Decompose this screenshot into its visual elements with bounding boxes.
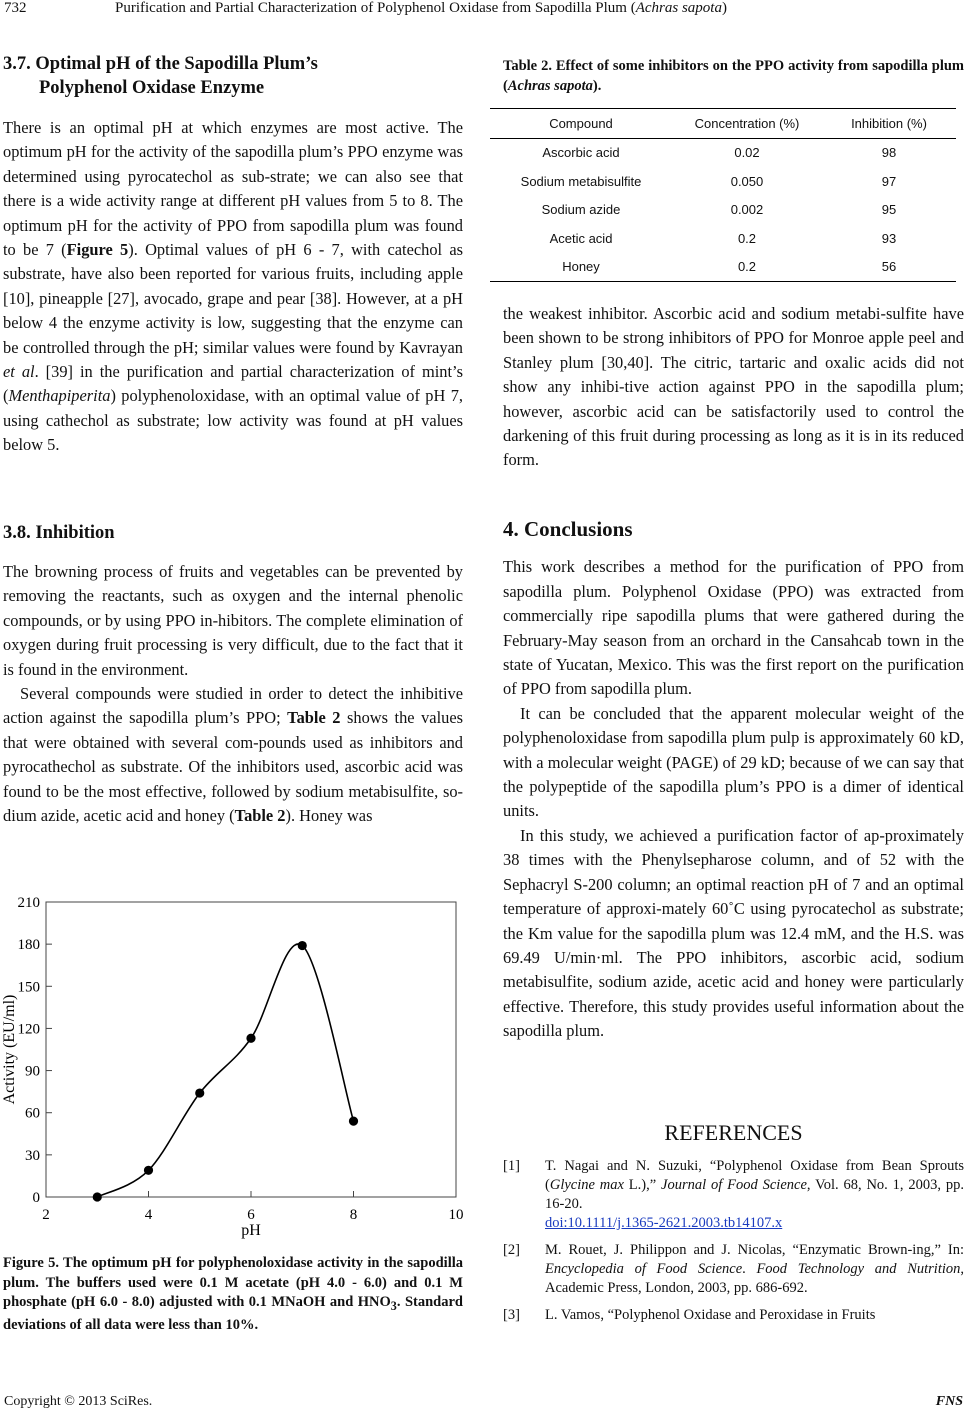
table-cell: Acetic acid	[549, 230, 613, 246]
y-tick-label: 30	[25, 1147, 40, 1164]
table-cell: 95	[881, 202, 897, 218]
data-point	[144, 1166, 153, 1175]
y-tick-label: 210	[17, 895, 40, 911]
figure-5-caption: Figure 5. The optimum pH for polyphenoloxidase activity in the sapodilla plum. The buffers used were 0.1 M acetate (pH 4.0 - 6.0) and 0.1 M phosphate (pH 6.0 - 8.0) adjusted with 0.1 MNaOH and $HNO_3$. Standard deviations of all data were less than 10%.	[3, 1255, 464, 1334]
y-tick-label: 90	[25, 1063, 40, 1080]
conclusions-paragraph-3: In this study, we achieved a purification factor of ap-proximately 38 times with the Phenylsepharose column, and of 52 with the Sephacryl S-200 column; an optimal reaction pH of 7 and an optimal temperature of approxi-mately 60˚C using pyrocatechol as substrate; the Km value for the sapodilla plum was 12.4 mM, and the H.S. was 69.49 U/min·ml. The PPO inhibitors, ascorbic acid, sodium metabisulfite, sodium azide, acetic acid and honey were particularly effective. Therefore, this study provides useful information about the sapodilla plum.	[503, 825, 964, 1041]
table-cell: 0.2	[737, 230, 757, 246]
reference-number: [1]	[503, 1158, 520, 1174]
section-3-7-heading: 3.7. Optimal pH of the Sapodilla Plum’s Polyphenol Oxidase Enzyme	[3, 54, 318, 98]
table-header-cell: Compound	[490, 109, 672, 139]
x-tick-label: 6	[247, 1207, 255, 1223]
reference-number: [2]	[503, 1242, 520, 1258]
data-point	[93, 1192, 102, 1201]
reference-text: T. Nagai and N. Suzuki, “Polyphenol Oxidase from Bean Sprouts (Glycine max L.),” Journal of Food Science, Vol. 68, No. 1, 2003, pp. 16-20. doi:10.1111/j.1365-2621.2003.tb14107.x	[545, 1158, 965, 1231]
reference-text: L. Vamos, “Polyphenol Oxidase and Peroxidase in Fruits	[545, 1307, 876, 1323]
figure-5-chart	[0, 890, 470, 1245]
table-header-row	[490, 109, 956, 139]
reference-number: [3]	[503, 1307, 520, 1323]
journal-footer: FNS	[935, 1394, 963, 1409]
table-cell: Ascorbic acid	[542, 145, 620, 161]
x-axis-label: pH	[241, 1222, 261, 1239]
section-3-7	[3, 52, 463, 458]
y-tick-label: 180	[17, 937, 40, 954]
references-heading: REFERENCES	[664, 1120, 803, 1145]
table-cell: Sodium azide	[541, 202, 621, 218]
conclusions-paragraph-1: This work describes a method for the purification of PPO from sapodilla plum. Polyphenol Oxidase (PPO) was extracted from commercially ripe sapodilla plums that were gathered during the February-May season from an orchard in the Cansahcab town in the state of Yucatan, Mexico. This was the first report on the purification of PPO from sapodilla plum.	[503, 557, 964, 699]
y-axis-label: Activity (EU/ml)	[1, 994, 18, 1105]
table-row	[490, 224, 956, 253]
table-cell: 98	[881, 145, 897, 161]
y-axis	[18, 895, 53, 1206]
x-tick-label: 10	[448, 1207, 464, 1223]
table-cell: 0.002	[730, 202, 764, 218]
table-row	[490, 167, 956, 196]
table-cell: Honey	[490, 253, 672, 282]
doi-link[interactable]: doi:10.1111/j.1365-2621.2003.tb14107.x	[545, 1215, 783, 1231]
table-row	[490, 138, 956, 167]
running-title: Purification and Partial Characterization of Polyphenol Oxidase from Sapodilla Plum (Achras sapota)	[115, 0, 727, 16]
conclusions-heading: 4. Conclusions	[503, 517, 633, 541]
table-cell: 0.2	[672, 253, 822, 282]
table-row	[490, 253, 956, 282]
x-axis	[42, 1191, 463, 1223]
y-tick-label: 120	[17, 1021, 40, 1038]
y-tick-label: 150	[17, 979, 40, 996]
table-cell: 0.02	[734, 145, 760, 161]
activity-curve	[97, 944, 353, 1197]
table-cell: 97	[881, 173, 897, 189]
reference-item	[503, 1306, 964, 1325]
section-3-8-paragraph-2: Several compounds were studied in order to detect the inhibitive action against the sapodilla plum’s PPO; Table 2 shows the values that were obtained with several com-pounds used as inhibitors and pyrocathechol as substrate. Of the inhibitors used, ascorbic acid was found to be the most effective, followed by sodium metabisulfite, so-dium azide, acetic acid and honey (Table 2). Honey was	[3, 684, 463, 826]
section-3-8-paragraph-1: The browning process of fruits and vegetables can be prevented by removing the reactants, such as oxygen and the internal phenolic compounds, or by using PPO in-hibitors. The complete elimination of oxygen during fruit processing is very difficult, due to the fact that it is found in the environment.	[3, 562, 463, 679]
table-header-cell: Concentration (%)	[672, 109, 822, 139]
reference-item	[503, 1157, 964, 1233]
table-cell: 93	[881, 230, 897, 246]
y-tick-label: 60	[25, 1105, 40, 1122]
table-cell: 0.050	[730, 173, 764, 189]
inhibition-continued-paragraph: the weakest inhibitor. Ascorbic acid and sodium metabi-sulfite have been shown to be strong inhibitors of PPO for Monroe apple peel and Stanley plum [30,40]. The citric, tartaric and oxalic acids did not show any inhibi-tive action against PPO in the sapodilla plum; however, ascorbic acid can be satisfactorily used to control the darkening of this fruit during processing as long as it is in its reduced form.	[503, 304, 964, 470]
section-4-conclusions	[503, 517, 964, 1044]
page-header	[0, 0, 967, 22]
conclusions-paragraph-2: It can be concluded that the apparent molecular weight of the polyphenoloxidase from sapodilla plum pulp is approximately 60 kD, with a molecular weight (PAGE) of 29 kD; because of we can say that the polypeptide of the sapodilla plum’s PPO is a dimer of identical units.	[503, 703, 964, 821]
reference-text: M. Rouet, J. Philippon and J. Nicolas, “Enzymatic Brown-ing,” In: Encyclopedia of Food Science. Food Technology and Nutrition, Academic Press, London, 2003, pp. 686-692.	[545, 1242, 964, 1296]
table-header-cell: Inhibition (%)	[822, 109, 956, 139]
data-point	[195, 1088, 204, 1097]
table-cell: 56	[822, 253, 956, 282]
section-3-8	[3, 521, 463, 828]
table-row	[490, 196, 956, 225]
reference-list	[503, 1157, 964, 1325]
data-point	[246, 1034, 255, 1043]
table-2-caption: Table 2. Effect of some inhibitors on the PPO activity from sapodilla plum (Achras sapota).	[503, 58, 964, 94]
y-tick-label: 0	[32, 1190, 40, 1206]
inhibition-continued	[503, 302, 964, 473]
reference-item	[503, 1241, 964, 1298]
section-3-7-paragraph: There is an optimal pH at which enzymes are most active. The optimum pH for the activity of the sapodilla plum’s PPO enzyme was determined using pyrocatechol as sub-strate; we can also see that there is a wide activity range at different pH values from 5 to 8. The optimum pH for the activity of PPO from sapodilla plum was found to be 7 (Figure 5). Optimal values of pH 6 - 7, with catechol as substrate, have also been reported for various fruits, including apple [10], pineapple [27], avocado, grape and pear [38]. However, at a pH below 4 the enzyme activity is low, suggesting that the enzyme can be controlled through the pH; similar values were found by Kavrayan et al. [39] in the purification and partial characterization of mint’s (Menthapiperita) polyphenoloxidase, with an optimal value of pH 7, using cathechol as substrate; low activity was found at pH values below 5.	[3, 118, 463, 455]
data-point	[298, 941, 307, 950]
x-tick-label: 2	[42, 1207, 50, 1223]
data-point	[349, 1117, 358, 1126]
copyright-footer: Copyright © 2013 SciRes.	[4, 1394, 153, 1409]
page-number: 732	[4, 0, 27, 16]
table-cell: Sodium metabisulfite	[520, 173, 642, 189]
section-3-8-heading: 3.8. Inhibition	[3, 523, 115, 543]
x-tick-label: 8	[349, 1207, 358, 1223]
x-tick-label: 4	[144, 1207, 153, 1223]
plot-frame	[46, 902, 456, 1197]
inhibitor-table	[490, 108, 956, 282]
